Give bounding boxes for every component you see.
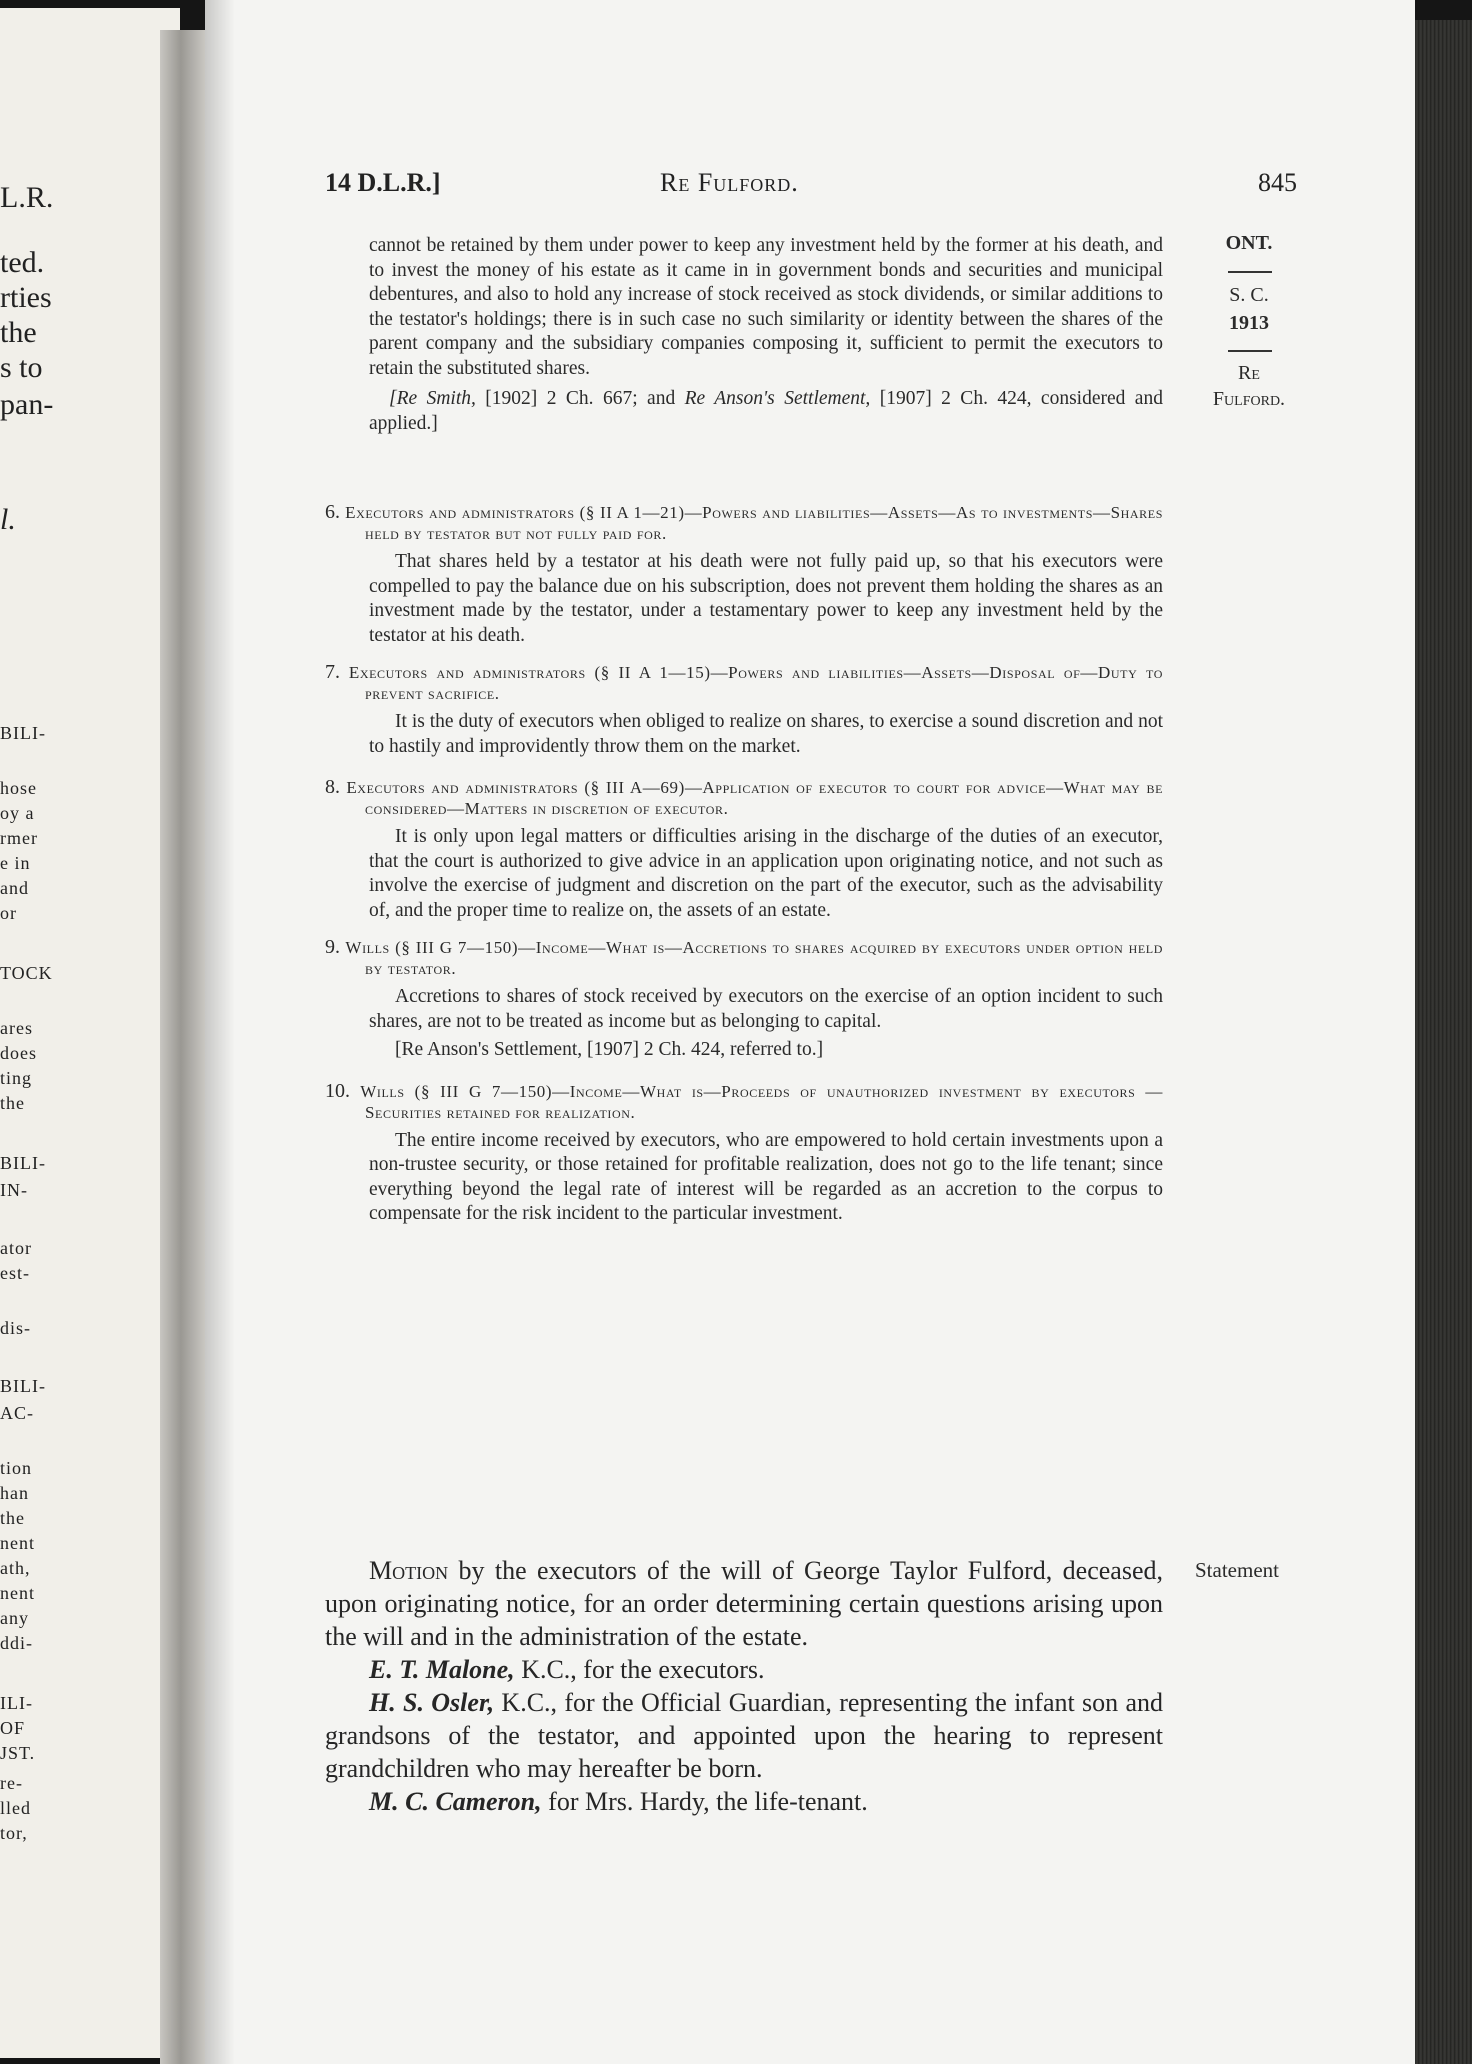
motion-paragraph <box>325 1554 1163 1653</box>
headnote-heading <box>325 1081 1163 1123</box>
facing-page-fragment: the <box>0 316 37 349</box>
margin-rule <box>1228 350 1272 352</box>
headnote-heading <box>325 937 1163 979</box>
facing-page-fragment: rmer <box>0 828 38 848</box>
headnote-intro-text: cannot be retained by them under power to keep any investment held by the former at his death, and to invest the money of his estate as it came in in government bonds and securities and municipal debentures, and also to hold any increase of stock received as stock dividends, or similar additions to the testator's holdings; there is in such case no such similarity or identity between the shares of the parent company and the subsidiary companies composing it, sufficient to permit the executors to retain the substituted shares. <box>369 235 1163 379</box>
facing-page-fragment: BILI- <box>0 1376 46 1396</box>
headnote-text: Accretions to shares of stock received by executors on the exercise of an option incident to such shares, are not to be treated as income but as belonging to capital. <box>369 986 1163 1032</box>
facing-page-fragment: ILI- <box>0 1693 33 1713</box>
facing-page-fragment: JST. <box>0 1743 36 1763</box>
headnote-heading-text: Executors and administrators (§ II A 1—21)—Powers and liabilities—Assets—As to investments—Shares held by testator but not fully paid for. <box>345 503 1163 543</box>
page-shadow <box>205 0 235 2064</box>
headnote-item <box>325 777 1163 923</box>
headnote-item <box>325 662 1163 759</box>
facing-page-fragment: AC- <box>0 1403 34 1423</box>
facing-page-fragment: nent <box>0 1533 35 1553</box>
margin-rule <box>1228 271 1272 273</box>
motion-word: Motion <box>369 1556 449 1585</box>
facing-page-fragment: rties <box>0 281 52 314</box>
counsel-name: E. T. Malone, <box>369 1655 515 1684</box>
headnote-heading-text: Executors and administrators (§ II A 1—15)—Powers and liabilities—Assets—Disposal of—Duty to prevent sacrifice. <box>348 663 1163 703</box>
margin-case-name: Re <box>1238 362 1260 384</box>
headnote-citation: [Re Anson's Settlement, [1907] 2 Ch. 424, referred to.] <box>395 1039 824 1060</box>
facing-page-fragment: hose <box>0 778 37 798</box>
facing-page-fragment: BILI- <box>0 1153 46 1173</box>
facing-page-fragment: TOCK <box>0 963 53 983</box>
headnote-number: 7. <box>325 661 349 683</box>
facing-page-fragment: the <box>0 1508 25 1528</box>
facing-page-fragment: han <box>0 1483 29 1503</box>
facing-page-fragment: OF <box>0 1718 26 1738</box>
facing-page-fragment: ting <box>0 1068 33 1088</box>
headnote-heading <box>325 662 1163 704</box>
facing-page-fragment: l. <box>0 503 16 536</box>
margin-statement: Statement <box>1195 1558 1279 1582</box>
margin-case-name: Fulford. <box>1212 388 1286 410</box>
facing-page <box>0 8 180 2058</box>
headnote-heading <box>325 777 1163 819</box>
facing-page-fragment: ator <box>0 1238 32 1258</box>
headnote-text: The entire income received by executors, who are empowered to hold certain investments upon a non-trustee security, or those retained for profitable realization, does not go to the life tenant; since everything beyond the legal rate of interest will be regarded as an accretion to the corpus to compensate for the risk incident to the particular investment. <box>369 1129 1163 1224</box>
page-number: 845 <box>1258 168 1297 197</box>
facing-page-fragment: tion <box>0 1458 33 1478</box>
counsel-name: H. S. Osler, <box>369 1688 495 1717</box>
counsel-line <box>325 1653 1163 1686</box>
facing-page-fragment: dis- <box>0 1318 31 1338</box>
headnote-heading-text: Wills (§ III G 7—150)—Income—What is—Proceeds of unauthorized investment by executors — Securities retained for realization. <box>360 1081 1164 1122</box>
facing-page-fragment: pan- <box>0 388 54 421</box>
facing-page-fragment: e in <box>0 853 31 873</box>
headnote-number: 10. <box>325 1079 361 1102</box>
headnote-heading <box>325 502 1163 544</box>
headnote-number: 9. <box>325 936 346 958</box>
case-citation: Re Anson's Settlement, <box>684 388 871 409</box>
running-head-title: Re Fulford. <box>660 168 799 197</box>
headnote-text: That shares held by a testator at his death were not fully paid up, so that his executors were compelled to pay the balance due on his subscription, does not prevent them holding the shares as an investment made by the testator, under a testamentary power to keep any investment held by the testator at his death. <box>369 551 1163 646</box>
facing-page-fragment: ares <box>0 1018 33 1038</box>
book-edge <box>1415 20 1472 2064</box>
facing-page-fragment: IN- <box>0 1180 28 1200</box>
headnote-list <box>325 502 1163 1227</box>
headnote-text: It is the duty of executors when obliged to realize on shares, to exercise a sound discretion and not to hastily and improvidently throw them on the market. <box>369 711 1163 757</box>
facing-page-fragment: oy a <box>0 803 35 823</box>
counsel-role: K.C., for the Official Guardian, representing the infant son and grandsons of the testator, and appointed upon the hearing to represent grandchildren who may hereafter be born. <box>325 1688 1163 1783</box>
counsel-line <box>325 1686 1163 1785</box>
facing-page-fragment: BILI- <box>0 723 46 743</box>
statement-body <box>325 1554 1163 1818</box>
counsel-role: K.C., for the executors. <box>514 1655 765 1684</box>
citation-text: [1902] 2 Ch. 667; and <box>475 388 685 409</box>
counsel-name: M. C. Cameron, <box>369 1787 542 1816</box>
headnote-heading-text: Executors and administrators (§ III A—69)—Application of executor to court for advice—What may be considered—Matters in discretion of executor. <box>346 778 1164 818</box>
headnote-number: 6. <box>325 501 346 523</box>
facing-page-fragment: the <box>0 1093 25 1113</box>
citation-text: [1907] 2 Ch. 424, considered and applied.] <box>369 388 1163 434</box>
facing-page-fragment: does <box>0 1043 37 1063</box>
facing-page-fragment: or <box>0 903 17 923</box>
headnote-item <box>325 1081 1163 1227</box>
margin-year: 1913 <box>1229 312 1269 334</box>
margin-court-abbrev: S. C. <box>1229 284 1269 306</box>
headnote-heading-text: Wills (§ III G 7—150)—Income—What is—Accretions to shares acquired by executors under option held by testator. <box>345 938 1164 978</box>
facing-page-fragment: re- <box>0 1773 23 1793</box>
headnote-intro <box>325 234 1163 436</box>
facing-page-fragment: s to <box>0 351 43 384</box>
facing-page-fragment: est- <box>0 1263 30 1283</box>
facing-page-fragment: ted. <box>0 246 45 279</box>
case-citation: [Re Smith, <box>389 388 476 409</box>
facing-page-fragment: and <box>0 878 29 898</box>
headnote-number: 8. <box>325 776 347 798</box>
headnote-item <box>325 502 1163 648</box>
motion-text: by the executors of the will of George Taylor Fulford, deceased, upon originating notice, for an order determining certain questions arising upon the will and in the administration of the estate. <box>325 1556 1163 1651</box>
counsel-role: for Mrs. Hardy, the life-tenant. <box>541 1787 868 1816</box>
headnote-item <box>325 937 1163 1063</box>
headnote-intro-citation <box>325 387 1163 436</box>
margin-court: ONT. <box>1225 232 1273 254</box>
facing-page-fragment: L.R. <box>0 181 54 214</box>
facing-page-fragment: lled <box>0 1798 31 1818</box>
running-head-volume: 14 D.L.R.] <box>325 168 441 197</box>
headnote-text: It is only upon legal matters or difficulties arising in the discharge of the duties of an executor, that the court is authorized to give advice in an application upon originating notice, and not such as involve the exercise of judgment and discretion on the part of the executor, such as the advisability of, and the proper time to realize on, the assets of an estate. <box>369 826 1163 921</box>
facing-page-fragment: nent <box>0 1583 35 1603</box>
counsel-line <box>325 1785 1163 1818</box>
facing-page-fragment: ath, <box>0 1558 31 1578</box>
facing-page-fragment: ddi- <box>0 1633 33 1653</box>
facing-page-fragment: any <box>0 1608 29 1628</box>
facing-page-fragment: tor, <box>0 1823 28 1843</box>
